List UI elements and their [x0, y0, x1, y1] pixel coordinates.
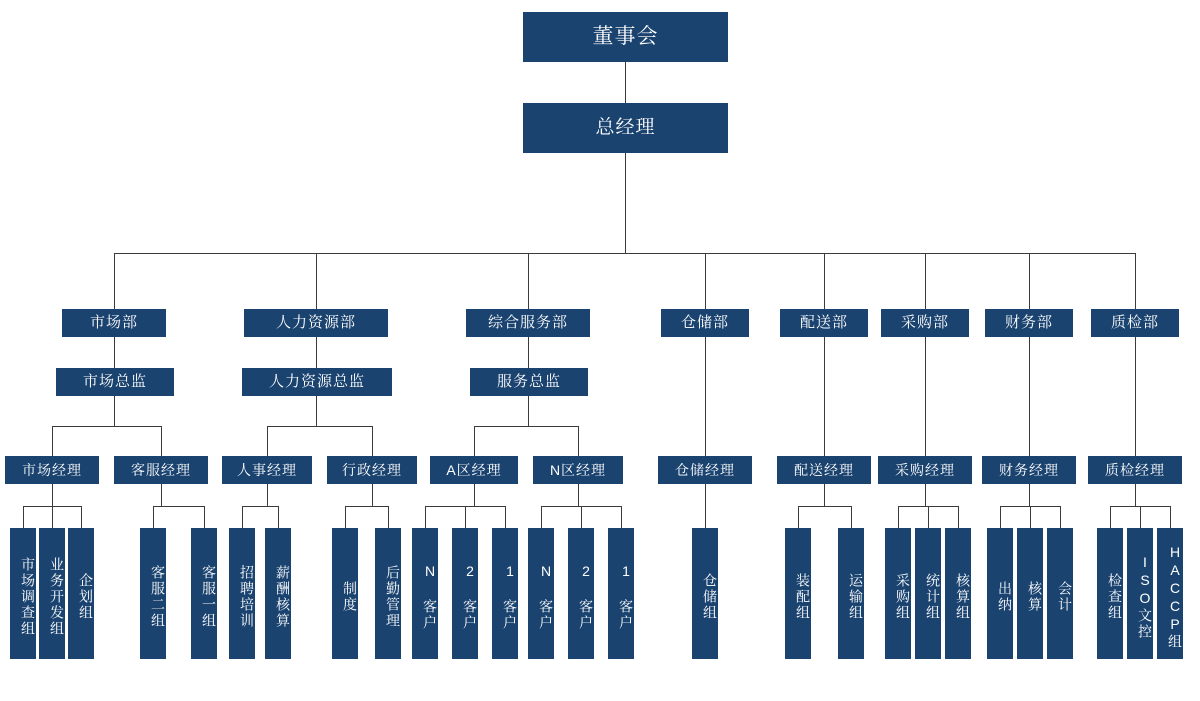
connector-c-qc-2 — [1140, 506, 1141, 528]
connector-c-pe-stem — [267, 484, 268, 506]
connector-c-ad-1 — [345, 506, 346, 528]
connector-c-cs-2 — [204, 506, 205, 528]
node-dir-hr[interactable]: 人力资源总监 — [242, 368, 392, 396]
node-g-salary[interactable]: 薪酬核算 — [265, 528, 291, 659]
connector-c-pu-3 — [958, 506, 959, 528]
connector-c-hr-bar — [267, 426, 373, 427]
node-g-assembly[interactable]: 装配组 — [785, 528, 811, 659]
connector-c-sv-l — [474, 426, 475, 456]
connector-c-fin-mgr — [1029, 337, 1030, 456]
connector-c-mm-1 — [23, 506, 24, 528]
connector-c-drop-qc — [1135, 253, 1136, 309]
connector-c-mkt-l — [52, 426, 53, 456]
connector-c-mkt-bar — [52, 426, 162, 427]
node-g-cs1[interactable]: 客服一组 — [191, 528, 217, 659]
connector-c-mm-2 — [52, 506, 53, 528]
connector-c-gm-down — [625, 153, 626, 253]
node-g-aN[interactable]: N 客户 — [412, 528, 438, 659]
node-m-market[interactable]: 市场经理 — [5, 456, 99, 484]
connector-c-qc-stem — [1135, 484, 1136, 506]
node-g-stat[interactable]: 统计组 — [915, 528, 941, 659]
connector-c-service-dir — [528, 337, 529, 368]
connector-c-pu-stem — [925, 484, 926, 506]
node-m-purchase[interactable]: 采购经理 — [878, 456, 972, 484]
connector-c-pu-2 — [928, 506, 929, 528]
connector-c-an-stem — [578, 484, 579, 506]
node-m-admin[interactable]: 行政经理 — [327, 456, 417, 484]
connector-c-ad-stem — [372, 484, 373, 506]
node-gm[interactable]: 总经理 — [523, 103, 728, 153]
connector-c-drop-finance — [1029, 253, 1030, 309]
node-g-rule[interactable]: 制度 — [332, 528, 358, 659]
connector-c-mkt-r — [161, 426, 162, 456]
connector-c-fi-2 — [1030, 506, 1031, 528]
node-g-haccp[interactable]: HACCP组 — [1157, 528, 1183, 659]
connector-c-cs-bar — [153, 506, 204, 507]
connector-c-mm-stem — [52, 484, 53, 506]
node-g-transport[interactable]: 运输组 — [838, 528, 864, 659]
node-g-cashier[interactable]: 出纳 — [987, 528, 1013, 659]
connector-c-drop-service — [528, 253, 529, 309]
connector-c-ad-bar — [345, 506, 388, 507]
connector-c-qc-3 — [1170, 506, 1171, 528]
connector-c-fi-1 — [1000, 506, 1001, 528]
connector-c-wh-mgr — [705, 337, 706, 456]
node-dir-service[interactable]: 服务总监 — [470, 368, 588, 396]
node-g-plan[interactable]: 企划组 — [68, 528, 94, 659]
node-d-qc[interactable]: 质检部 — [1091, 309, 1179, 337]
node-m-delivery[interactable]: 配送经理 — [777, 456, 871, 484]
connector-c-drop-hr — [316, 253, 317, 309]
node-g-n2[interactable]: 2 客户 — [568, 528, 594, 659]
connector-c-dl-stem — [824, 484, 825, 506]
node-board[interactable]: 董事会 — [523, 12, 728, 62]
node-g-inspect[interactable]: 检查组 — [1097, 528, 1123, 659]
connector-c-del-mgr — [824, 337, 825, 456]
connector-c-qc-mgr — [1135, 337, 1136, 456]
connector-c-ad-2 — [388, 506, 389, 528]
connector-c-hr-l — [267, 426, 268, 456]
node-dir-market[interactable]: 市场总监 — [56, 368, 174, 396]
node-g-survey[interactable]: 市场调查组 — [10, 528, 36, 659]
connector-c-drop-delivery — [824, 253, 825, 309]
connector-c-fi-stem — [1029, 484, 1030, 506]
node-d-hr[interactable]: 人力资源部 — [244, 309, 388, 337]
node-g-purchase[interactable]: 采购组 — [885, 528, 911, 659]
connector-c-qc-1 — [1110, 506, 1111, 528]
node-m-qc[interactable]: 质检经理 — [1088, 456, 1182, 484]
connector-c-an-3 — [621, 506, 622, 528]
node-d-warehouse[interactable]: 仓储部 — [661, 309, 749, 337]
node-g-recruit[interactable]: 招聘培训 — [229, 528, 255, 659]
node-m-personnel[interactable]: 人事经理 — [222, 456, 312, 484]
connector-c-aa-stem — [474, 484, 475, 506]
node-g-account[interactable]: 会计 — [1047, 528, 1073, 659]
connector-c-wh-g — [705, 484, 706, 528]
node-g-costing[interactable]: 核算组 — [945, 528, 971, 659]
connector-c-drop-market — [114, 253, 115, 309]
node-m-areaN[interactable]: N区经理 — [533, 456, 623, 484]
node-g-a2[interactable]: 2 客户 — [452, 528, 478, 659]
node-g-bizdev[interactable]: 业务开发组 — [39, 528, 65, 659]
connector-c-pe-bar — [242, 506, 278, 507]
connector-c-sv-r — [578, 426, 579, 456]
node-m-cs[interactable]: 客服经理 — [114, 456, 208, 484]
connector-c-aa-1 — [425, 506, 426, 528]
connector-c-pu-1 — [898, 506, 899, 528]
connector-c-dl-bar — [798, 506, 851, 507]
connector-c-aa-3 — [505, 506, 506, 528]
node-m-areaA[interactable]: A区经理 — [430, 456, 518, 484]
connector-c-hr-stem — [316, 396, 317, 426]
node-g-n1[interactable]: 1 客户 — [608, 528, 634, 659]
node-d-purchase[interactable]: 采购部 — [881, 309, 969, 337]
connector-c-board-gm — [625, 62, 626, 103]
node-g-iso[interactable]: ISO文控 — [1127, 528, 1153, 659]
node-g-nN[interactable]: N 客户 — [528, 528, 554, 659]
connector-c-drop-purchase — [925, 253, 926, 309]
connector-c-an-2 — [581, 506, 582, 528]
node-g-wh[interactable]: 仓储组 — [692, 528, 718, 659]
connector-c-dept-bus — [114, 253, 1136, 254]
connector-c-sv-stem — [528, 396, 529, 426]
node-d-finance[interactable]: 财务部 — [985, 309, 1073, 337]
connector-c-hr-dir — [316, 337, 317, 368]
connector-c-sv-bar — [474, 426, 579, 427]
connector-c-dl-1 — [798, 506, 799, 528]
connector-c-cs-1 — [153, 506, 154, 528]
connector-c-hr-r — [372, 426, 373, 456]
node-g-a1[interactable]: 1 客户 — [492, 528, 518, 659]
connector-c-aa-2 — [465, 506, 466, 528]
node-g-logi[interactable]: 后勤管理 — [375, 528, 401, 659]
connector-c-drop-warehouse — [705, 253, 706, 309]
connector-c-an-1 — [541, 506, 542, 528]
connector-c-fi-3 — [1060, 506, 1061, 528]
node-m-warehouse[interactable]: 仓储经理 — [658, 456, 752, 484]
connector-c-pur-mgr — [925, 337, 926, 456]
node-d-service[interactable]: 综合服务部 — [466, 309, 590, 337]
connector-c-market-dir — [114, 337, 115, 368]
node-g-cs2[interactable]: 客服二组 — [140, 528, 166, 659]
node-g-audit[interactable]: 核算 — [1017, 528, 1043, 659]
connector-c-mkt-stem — [114, 396, 115, 426]
node-d-delivery[interactable]: 配送部 — [780, 309, 868, 337]
connector-c-pe-2 — [278, 506, 279, 528]
node-m-finance[interactable]: 财务经理 — [982, 456, 1076, 484]
connector-c-dl-2 — [851, 506, 852, 528]
connector-c-mm-3 — [81, 506, 82, 528]
connector-c-pe-1 — [242, 506, 243, 528]
connector-c-cs-stem — [161, 484, 162, 506]
node-d-market[interactable]: 市场部 — [62, 309, 166, 337]
